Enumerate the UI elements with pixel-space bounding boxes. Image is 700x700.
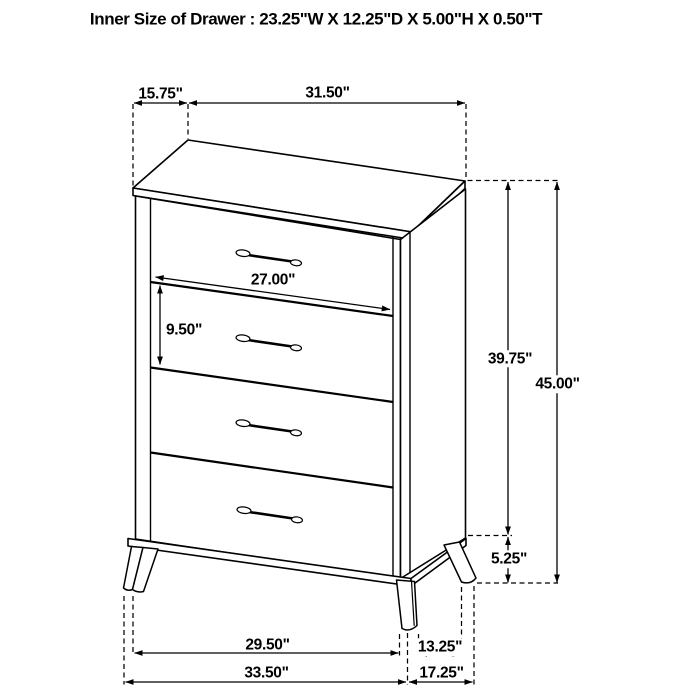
- dim-leg-height-label: 5.25": [490, 550, 528, 568]
- diagram-title: Inner Size of Drawer : 23.25"W X 12.25"D X 5.00"H X 0.50"T: [89, 9, 543, 29]
- dim-drawer-width-label: 27.00": [250, 271, 296, 289]
- dim-drawer-height-label: 9.50": [165, 321, 203, 339]
- chest-front-face: [136, 196, 401, 579]
- front-right-leg: [397, 580, 418, 630]
- dim-side-span-inner-label: 13.25": [417, 638, 463, 656]
- dim-front-span-inner-label: 29.50": [245, 635, 290, 653]
- dim-case-height-label: 39.75": [487, 349, 533, 367]
- dim-front-span-outer-label: 33.50": [244, 664, 289, 682]
- dim-side-span-outer-label: 17.25": [419, 664, 464, 682]
- back-right-leg: [444, 542, 476, 583]
- dim-top-depth-label: 15.75": [138, 84, 183, 102]
- front-left-leg: [124, 547, 159, 592]
- chest-outline: [124, 140, 477, 630]
- dim-overall-height-label: 45.00": [535, 375, 580, 393]
- dim-top-width-label: 31.50": [305, 83, 350, 101]
